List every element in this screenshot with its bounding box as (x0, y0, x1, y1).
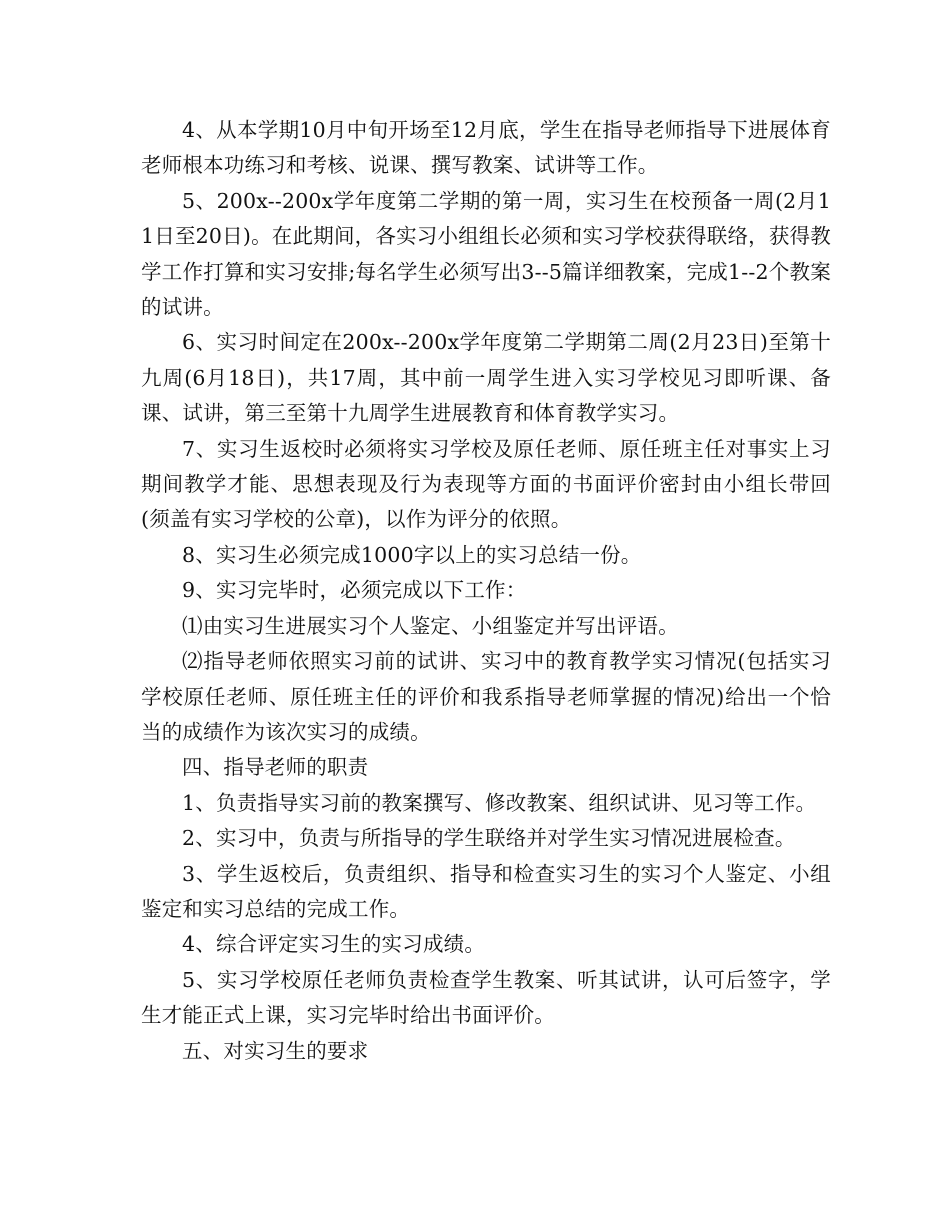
duty-item-2: 2、实习中，负责与所指导的学生联络并对学生实习情况进展检查。 (182, 826, 796, 851)
section-heading-5: 五、对实习生的要求 (182, 1038, 369, 1063)
paragraph-item-6: 6、实习时间定在200x--200x学年度第二学期第二周(2月23日)至第十九周(6月18日)，共17周，其中前一周学生进入实习学校见习即听课、备课、试讲，第三至第十九周学生进展教育和体育教学实习。 (141, 330, 831, 426)
duty-item-4: 4、综合评定实习生的实习成绩。 (182, 932, 486, 957)
paragraph-item-5: 5、200x--200x学年度第二学期的第一周，实习生在校预备一周(2月11日至20日)。在此期间，各实习小组组长必须和实习学校获得联络，获得教学工作打算和实习安排;每名学生必须写出3--5篇详细教案，完成1--2个教案的试讲。 (141, 188, 831, 320)
duty-item-1: 1、负责指导实习前的教案撰写、修改教案、组织试讲、见习等工作。 (182, 790, 817, 815)
paragraph-subitem-2: ⑵指导老师依照实习前的试讲、实习中的教育教学实习情况(包括实习学校原任老师、原任班主任的评价和我系指导老师掌握的情况)给出一个恰当的成绩作为该次实习的成绩。 (141, 649, 831, 744)
paragraph-subitem-1: ⑴由实习生进展实习个人鉴定、小组鉴定并写出评语。 (182, 613, 679, 638)
paragraph-item-4: 4、从本学期10月中旬开场至12月底，学生在指导老师指导下进展体育老师根本功练习和考核、说课、撰写教案、试讲等工作。 (141, 118, 831, 178)
paragraph-item-7: 7、实习生返校时必须将实习学校及原任老师、原任班主任对事实上习期间教学才能、思想表现及行为表现等方面的书面评价密封由小组长带回(须盖有实习学校的公章)，以作为评分的依照。 (141, 436, 831, 532)
paragraph-item-9: 9、实习完毕时，必须完成以下工作： (182, 578, 527, 603)
duty-item-3: 3、学生返校后，负责组织、指导和检查实习生的实习个人鉴定、小组鉴定和实习总结的完成工作。 (141, 861, 831, 921)
document-body (141, 113, 831, 1069)
paragraph-item-8: 8、实习生必须完成1000字以上的实习总结一份。 (182, 542, 642, 567)
section-heading-4: 四、指导老师的职责 (182, 755, 369, 780)
duty-item-5: 5、实习学校原任老师负责检查学生教案、听其试讲，认可后签字，学生才能正式上课，实习完毕时给出书面评价。 (141, 967, 831, 1028)
